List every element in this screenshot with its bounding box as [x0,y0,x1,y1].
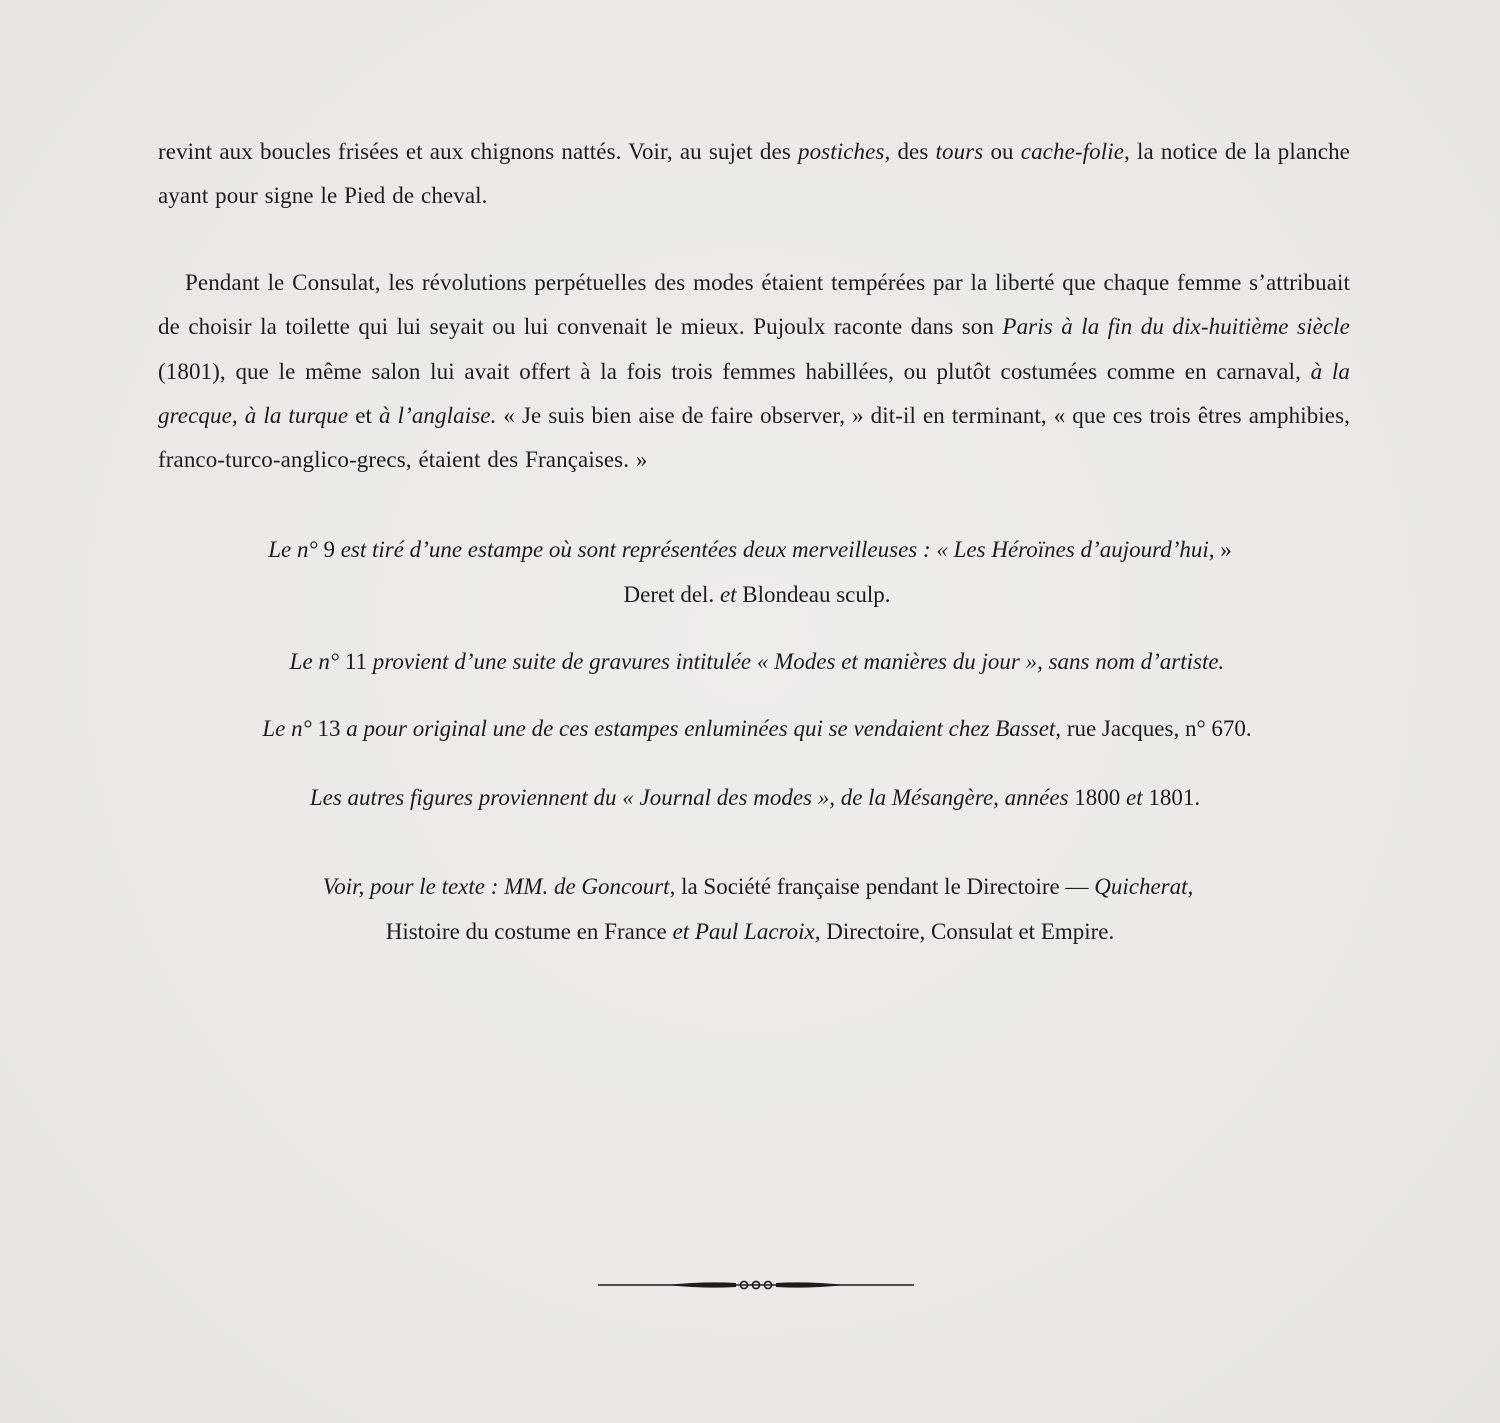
italic-run: a pour original une de ces estampes enluminées qui se vendaient chez Basset, [346,716,1062,741]
italic-run: et [719,582,737,607]
text-run: 13 [311,716,347,741]
text-run: 11 [339,649,373,674]
note-n9-line2 [7,580,1500,610]
text-run: ou [983,139,1021,164]
italic-run: Le n° [289,649,340,674]
note-n9-line1 [0,535,1500,565]
italic-run: provient d’une suite de gravures intitulée « Modes et manières du jour », sans nom d’artiste. [372,649,1225,674]
note-n11 [7,647,1500,677]
text-run: des [890,139,936,164]
text-run: (1801), que le même salon lui avait offert à la fois trois femmes habillées, ou plutôt costumées comme en carnaval [158,358,1296,384]
italic-run: est tiré d’une estampe où sont représentées deux merveilleuses : « Les Héroïnes d’aujourd’hui, [340,537,1215,562]
italic-run: Quicherat, [1094,874,1194,899]
italic-run: , à la grecque, à la turque [158,358,1350,428]
text-run: la notice de la planche ayant pour signe le Pied de cheval. [158,139,1350,209]
text-run: et [348,402,379,428]
paragraph-consulat [158,261,1350,482]
text-run: Directoire, Consulat et Empire. [820,919,1115,944]
italic-run: cache-folie, [1020,139,1130,164]
text-run: » [1214,537,1232,562]
tailpiece-ornament-icon [596,1276,916,1294]
text-run: 1801. [1142,785,1201,810]
italic-run: tours [935,139,984,164]
italic-run: Le n° [268,537,318,562]
text-run: 9 [317,537,341,562]
note-autres [5,783,1500,813]
text-run: « Je suis bien aise de faire observer, » dit-il en terminant, « que ces trois êtres amphibies, franco-turco-anglico-grecs, étaient des Françaises. » [158,402,1351,473]
italic-run: Le n° [262,716,312,741]
italic-run: à l’anglaise. [379,402,497,428]
text-run: Pendant le Consulat, les révolutions perpétuelles des modes étaient tempérées par la liberté que chaque femme s’attribuait de choisir la toilette qui lui seyait ou lui convenait le mieux. Pujoulx raconte dans son [158,270,1350,340]
text-run: la Société française pendant le Directoire — [675,874,1095,899]
text-run: 1800 [1068,785,1127,810]
text-run: rue Jacques, n° 670. [1061,716,1252,741]
note-voir-line2 [0,917,1500,947]
italic-run: Les autres figures proviennent du « Journal des modes », de la Mésangère, années [309,785,1069,810]
italic-run: et [1126,785,1143,810]
paragraph-coiffure [158,130,1350,219]
text-run: revint aux boucles frisées et aux chignons nattés. Voir, au sujet des [158,139,798,164]
note-voir-line1 [8,872,1500,902]
italic-run: Paris à la fin du dix-huitième siècle [1002,314,1350,340]
text-run: Deret del. [623,582,720,607]
note-n13 [7,714,1500,744]
text-run: Histoire du costume en France [385,919,673,944]
italic-run: Voir, pour le texte : MM. de Goncourt, [322,874,676,899]
italic-run: postiches, [797,139,891,164]
italic-run: et Paul Lacroix, [672,919,821,944]
text-run: Blondeau sculp. [736,582,891,607]
